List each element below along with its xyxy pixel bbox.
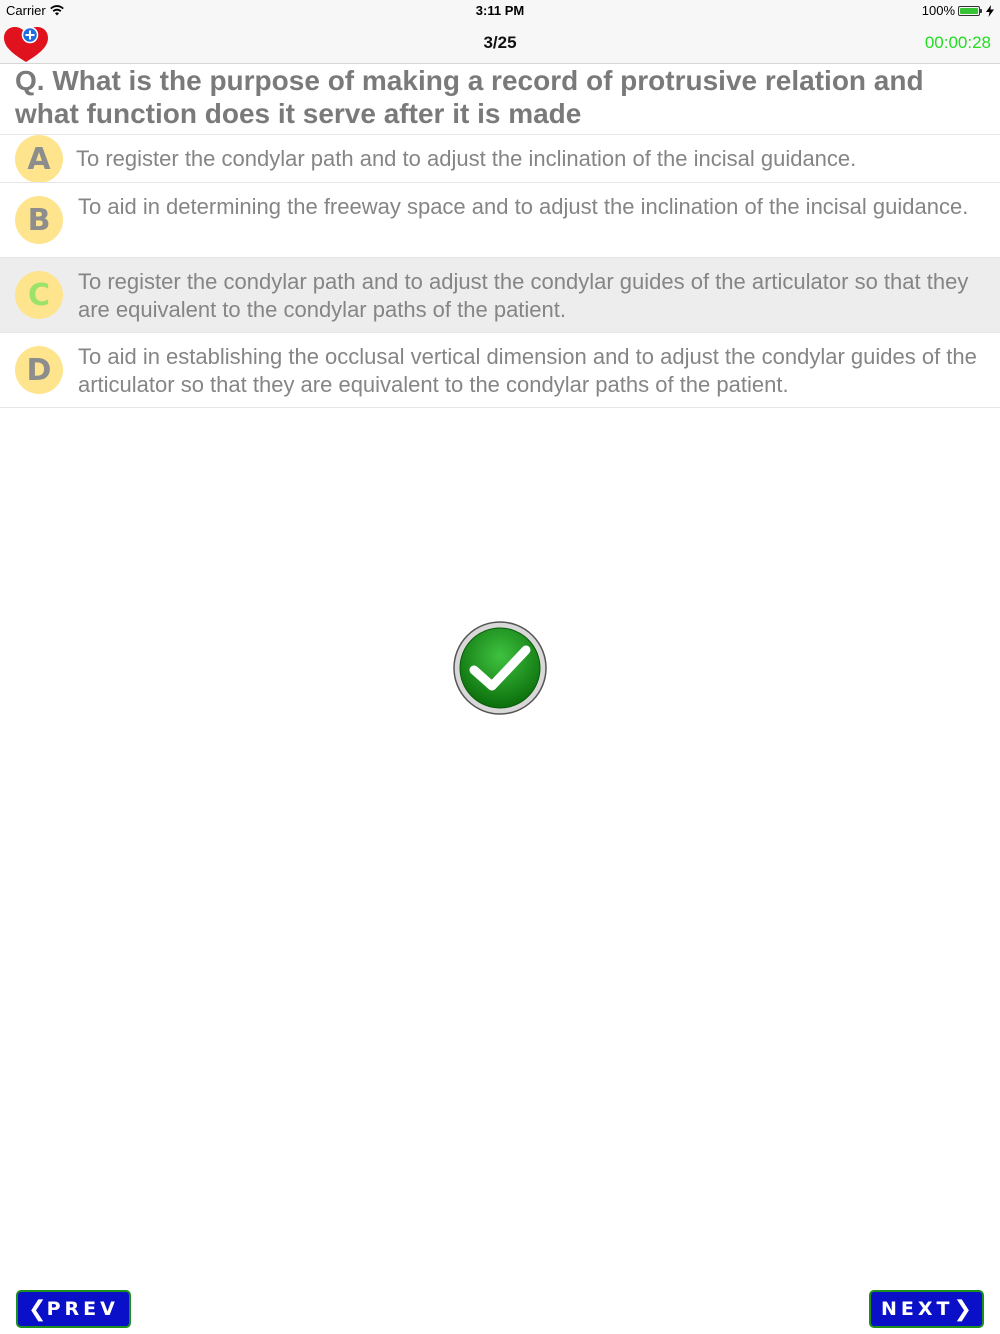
chevron-right-icon: ❯ (953, 1296, 972, 1322)
option-c-badge (15, 271, 63, 319)
option-a[interactable] (0, 135, 1000, 182)
option-d-letter: D (26, 352, 52, 388)
question-text: Q. What is the purpose of making a record of protrusive relation and what function does it serve after it is made (15, 65, 924, 129)
chevron-left-icon: ❮ (28, 1296, 47, 1322)
charging-icon (986, 5, 994, 17)
option-b[interactable] (0, 183, 1000, 257)
quiz-timer: 00:00:28 (924, 33, 991, 52)
battery-status (922, 3, 994, 18)
option-a-letter: A (27, 141, 51, 177)
prev-label: PREV (46, 1298, 119, 1320)
divider (0, 407, 1000, 408)
option-b-letter: B (27, 202, 51, 238)
question-counter: 3/25 (483, 33, 517, 52)
status-time: 3:11 PM (475, 3, 525, 18)
option-d-text: To aid in establishing the occlusal vertical dimension and to adjust the condylar guides of the articulator so that they are equivalent to the condylar paths of the patient. (78, 344, 977, 397)
battery-percent: 100% (921, 3, 955, 18)
option-b-badge (15, 196, 63, 244)
navigation-bar (0, 22, 1000, 64)
checkmark-circle-icon (452, 620, 548, 716)
prev-button[interactable] (16, 1290, 131, 1328)
option-a-badge (15, 135, 63, 183)
carrier-label: Carrier (6, 3, 46, 18)
next-button[interactable] (869, 1290, 984, 1328)
option-d-badge (15, 346, 63, 394)
option-a-text: To register the condylar path and to adjust the inclination of the incisal guidance. (76, 146, 857, 171)
option-c-letter: C (27, 277, 51, 313)
option-c[interactable] (0, 258, 1000, 332)
option-d[interactable] (0, 333, 1000, 407)
status-bar (0, 0, 1000, 22)
option-c-text: To register the condylar path and to adjust the condylar guides of the articulator so that they are equivalent to the condylar paths of the patient. (78, 269, 969, 322)
battery-icon (958, 6, 980, 16)
option-b-text: To aid in determining the freeway space and to adjust the inclination of the incisal guidance. (78, 194, 969, 219)
next-label: NEXT (881, 1298, 954, 1320)
